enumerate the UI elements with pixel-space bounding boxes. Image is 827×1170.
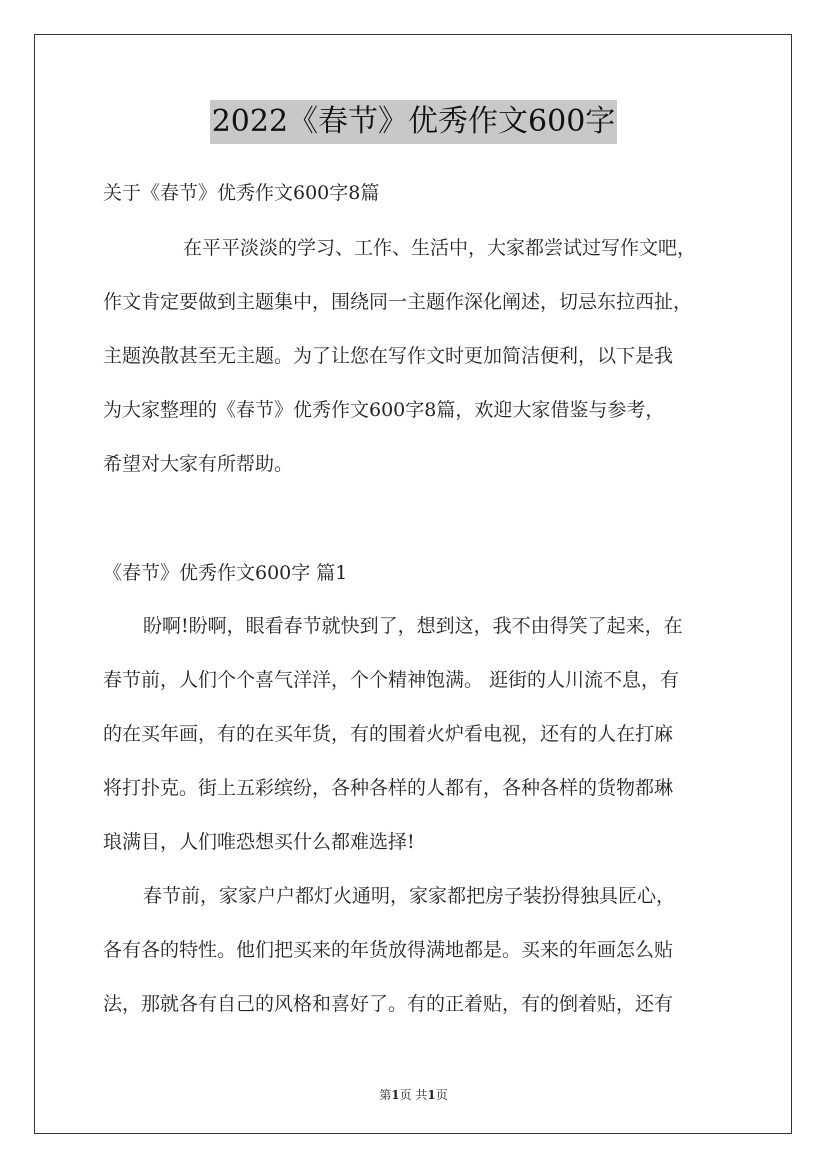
paragraph-line: 各有各的特性。他们把买来的年货放得满地都是。买来的年画怎么贴 xyxy=(103,939,674,961)
paragraph-line: 盼啊!盼啊，眼看春节就快到了，想到这，我不由得笑了起来，在 xyxy=(143,615,683,637)
page-footer xyxy=(0,1086,827,1103)
paragraph-line: 琅满目，人们唯恐想买什么都难选择! xyxy=(103,831,415,853)
footer-current-page: 1 xyxy=(391,1088,400,1102)
section-heading: 《春节》优秀作文600字 篇1 xyxy=(103,562,348,584)
paragraph-line: 春节前，家家户户都灯火通明，家家都把房子装扮得独具匠心， xyxy=(143,885,676,907)
document-subtitle: 关于《春节》优秀作文600字8篇 xyxy=(103,182,380,204)
paragraph-line: 将打扑克。街上五彩缤纷，各种各样的人都有，各种各样的货物都琳 xyxy=(103,777,674,799)
paragraph-line: 的在买年画，有的在买年货，有的围着火炉看电视，还有的人在打麻 xyxy=(103,723,674,745)
document-title: 2022《春节》优秀作文600字 xyxy=(210,100,618,144)
intro-line: 为大家整理的《春节》优秀作文600字8篇，欢迎大家借鉴与参考， xyxy=(103,399,665,421)
paragraph-line: 法，那就各有自己的风格和喜好了。有的正着贴，有的倒着贴，还有 xyxy=(103,993,674,1015)
intro-line: 主题涣散甚至无主题。为了让您在写作文时更加简洁便利，以下是我 xyxy=(103,345,674,367)
footer-mid: 页 共 xyxy=(399,1088,428,1102)
intro-line: 作文肯定要做到主题集中，围绕同一主题作深化阐述，切忌东拉西扯， xyxy=(103,291,693,313)
footer-prefix: 第 xyxy=(379,1088,392,1102)
footer-suffix: 页 xyxy=(435,1088,448,1102)
intro-line: 希望对大家有所帮助。 xyxy=(103,453,294,475)
footer-total-pages: 1 xyxy=(427,1088,436,1102)
paragraph-line: 春节前，人们个个喜气洋洋，个个精神饱满。 逛街的人川流不息，有 xyxy=(103,669,680,691)
title-wrapper xyxy=(0,100,827,144)
intro-line: 在平平淡淡的学习、工作、生活中，大家都尝试过写作文吧， xyxy=(183,237,697,259)
